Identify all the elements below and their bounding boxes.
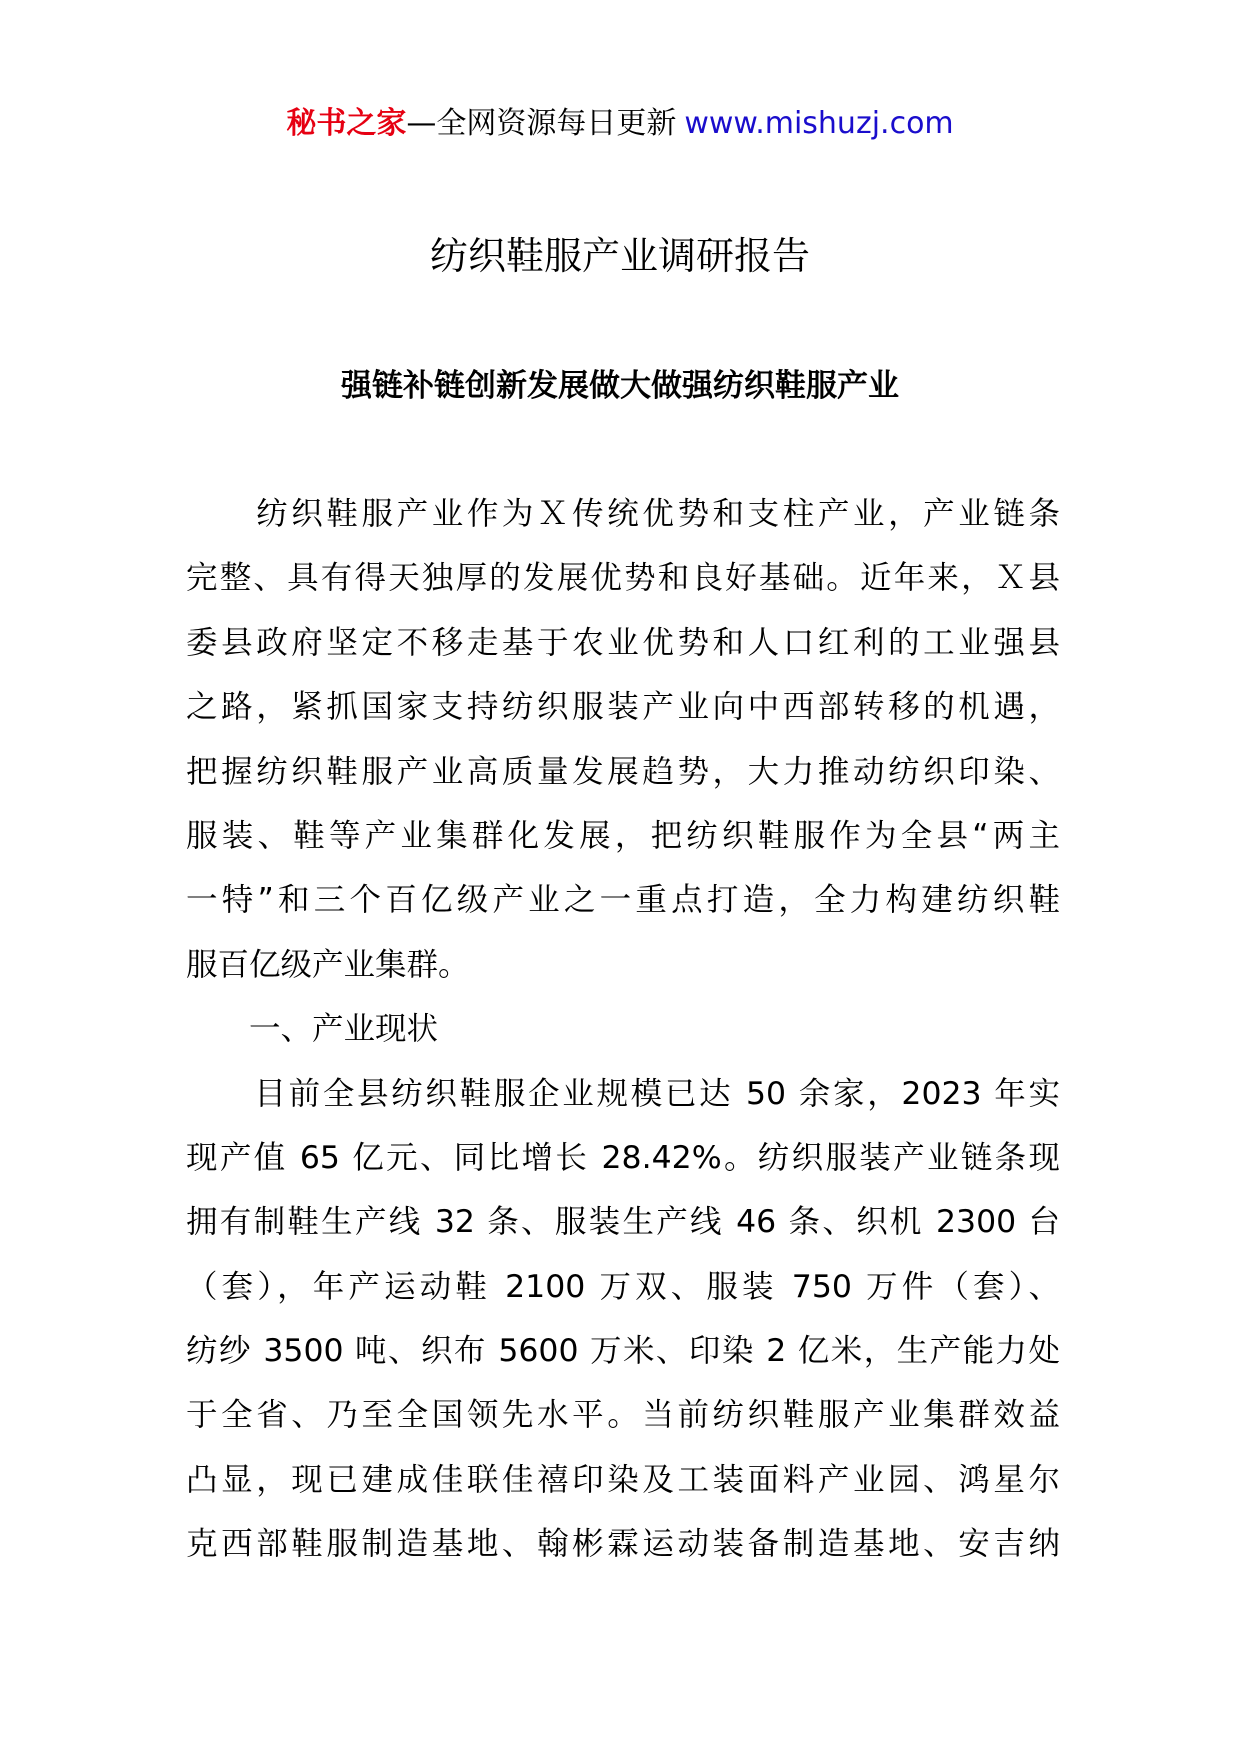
body-line: 于全省、乃至全国领先水平。当前纺织鞋服产业集群效益 <box>186 1397 1060 1434</box>
body-line: 纺织鞋服产业作为Ｘ传统优势和支柱产业，产业链条 <box>186 496 1060 532</box>
site-header <box>0 100 1240 148</box>
body-line: （套），年产运动鞋 2100 万双、服装 750 万件（套）、 <box>186 1268 1060 1305</box>
site-url-link[interactable]: www.mishuzj.com <box>684 106 954 141</box>
body-line: 一特”和三个百亿级产业之一重点打造，全力构建纺织鞋 <box>186 882 1060 919</box>
body-line: 委县政府坚定不移走基于农业优势和人口红利的工业强县 <box>186 624 1060 661</box>
document-body <box>186 482 1060 1577</box>
section-heading: 一、产业现状 <box>186 1011 439 1048</box>
body-line: 服百亿级产业集群。 <box>186 946 470 983</box>
body-line: 服装、鞋等产业集群化发展，把纺织鞋服作为全县“两主 <box>186 817 1060 854</box>
body-line: 目前全县纺织鞋服企业规模已达 50 余家，2023 年实 <box>186 1075 1060 1112</box>
body-line: 凸显，现已建成佳联佳禧印染及工装面料产业园、鸿星尔 <box>186 1461 1060 1498</box>
body-line: 完整、具有得天独厚的发展优势和良好基础。近年来，Ｘ县 <box>186 560 1060 597</box>
document-subtitle: 强链补链创新发展做大做强纺织鞋服产业 <box>341 368 899 404</box>
header-tagline: —全网资源每日更新 <box>406 106 677 141</box>
brand-name: 秘书之家 <box>286 106 407 141</box>
body-line: 克西部鞋服制造基地、翰彬霖运动装备制造基地、安吉纳 <box>186 1526 1060 1563</box>
body-line: 之路，紧抓国家支持纺织服装产业向中西部转移的机遇， <box>186 689 1060 726</box>
body-line: 拥有制鞋生产线 32 条、服装生产线 46 条、织机 2300 台 <box>186 1204 1060 1241</box>
body-line: 现产值 65 亿元、同比增长 28.42%。纺织服装产业链条现 <box>186 1139 1060 1176</box>
document-title: 纺织鞋服产业调研报告 <box>429 234 810 278</box>
body-line: 把握纺织鞋服产业高质量发展趋势，大力推动纺织印染、 <box>186 753 1060 790</box>
body-line: 纺纱 3500 吨、织布 5600 万米、印染 2 亿米，生产能力处 <box>186 1333 1060 1370</box>
